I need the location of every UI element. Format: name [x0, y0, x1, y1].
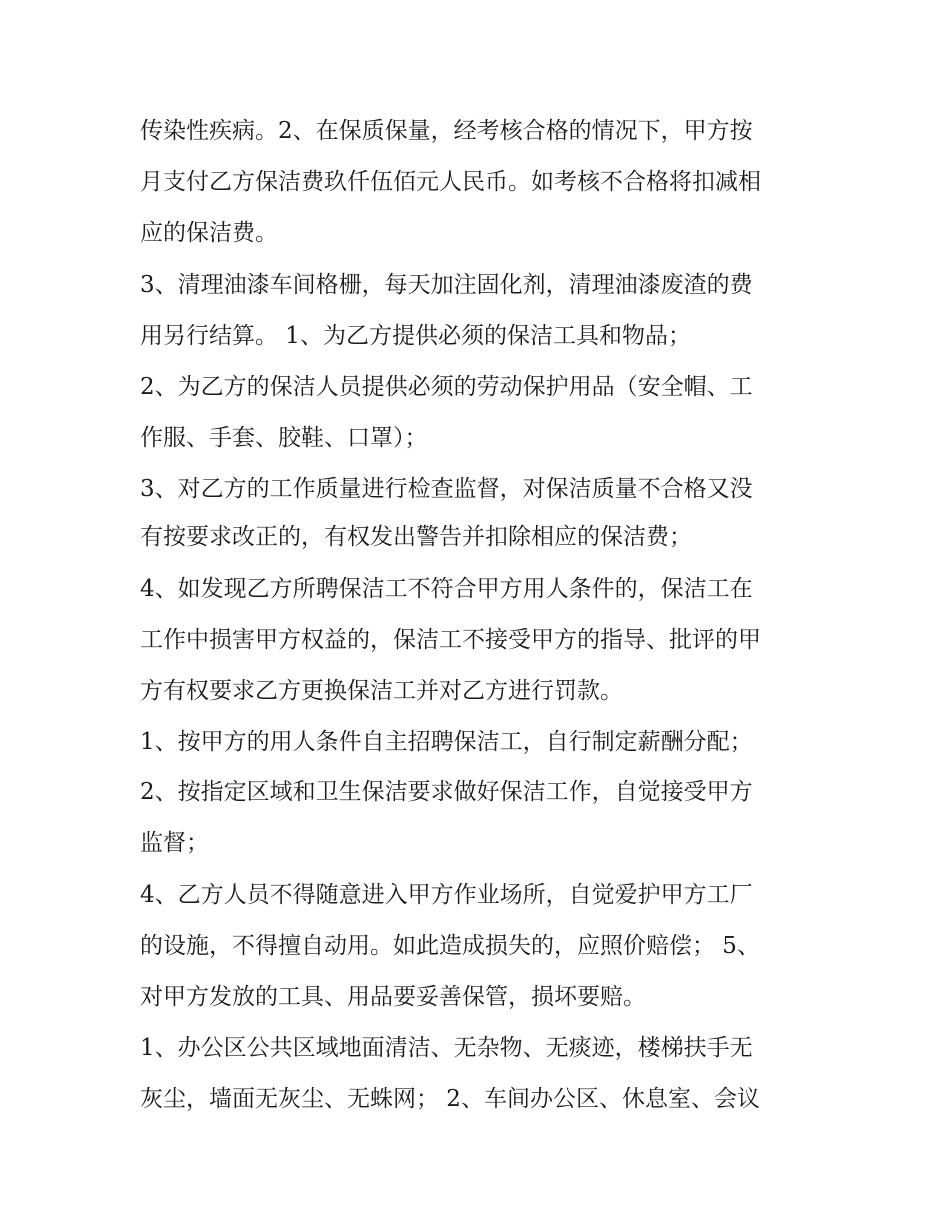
text-line: 4、如发现乙方所聘保洁工不符合甲方用人条件的，保洁工在	[140, 576, 753, 602]
text-line: 作服、手套、胶鞋、口罩）；	[140, 425, 428, 451]
text-line: 监督；	[140, 830, 209, 856]
text-line: 工作中损害甲方权益的，保洁工不接受甲方的指导、批评的甲	[140, 627, 761, 653]
text-line: 月支付乙方保洁费玖仟伍佰元人民币。如考核不合格将扣减相	[140, 169, 761, 195]
text-line: 2、按指定区域和卫生保洁要求做好保洁工作，自觉接受甲方	[140, 779, 753, 805]
text-line: 1、按甲方的用人条件自主招聘保洁工，自行制定薪酬分配；	[140, 729, 753, 755]
text-line: 方有权要求乙方更换保洁工并对乙方进行罚款。	[140, 678, 623, 704]
text-line: 1、办公区公共区域地面清洁、无杂物、无痰迹，楼梯扶手无	[140, 1035, 753, 1061]
text-line: 有按要求改正的，有权发出警告并扣除相应的保洁费；	[140, 524, 692, 550]
text-line: 应的保洁费。	[140, 220, 278, 246]
text-line: 灰尘，墙面无灰尘、无蛛网； 2、车间办公区、休息室、会议	[140, 1086, 760, 1112]
text-line: 的设施，不得擅自动用。如此造成损失的，应照价赔偿； 5、	[140, 933, 760, 959]
text-line: 传染性疾病。2、在保质保量，经考核合格的情况下，甲方按	[140, 118, 753, 144]
text-line: 3、清理油漆车间格栅，每天加注固化剂，清理油漆废渣的费	[140, 272, 753, 298]
text-line: 4、乙方人员不得随意进入甲方作业场所，自觉爱护甲方工厂	[140, 882, 753, 908]
text-line: 对甲方发放的工具、用品要妥善保管，损坏要赔。	[140, 984, 646, 1010]
text-line: 用另行结算。 1、为乙方提供必须的保洁工具和物品；	[140, 323, 691, 349]
text-line: 2、为乙方的保洁人员提供必须的劳动保护用品（安全帽、工	[140, 374, 753, 400]
text-line: 3、对乙方的工作质量进行检查监督，对保洁质量不合格又没	[140, 476, 753, 502]
